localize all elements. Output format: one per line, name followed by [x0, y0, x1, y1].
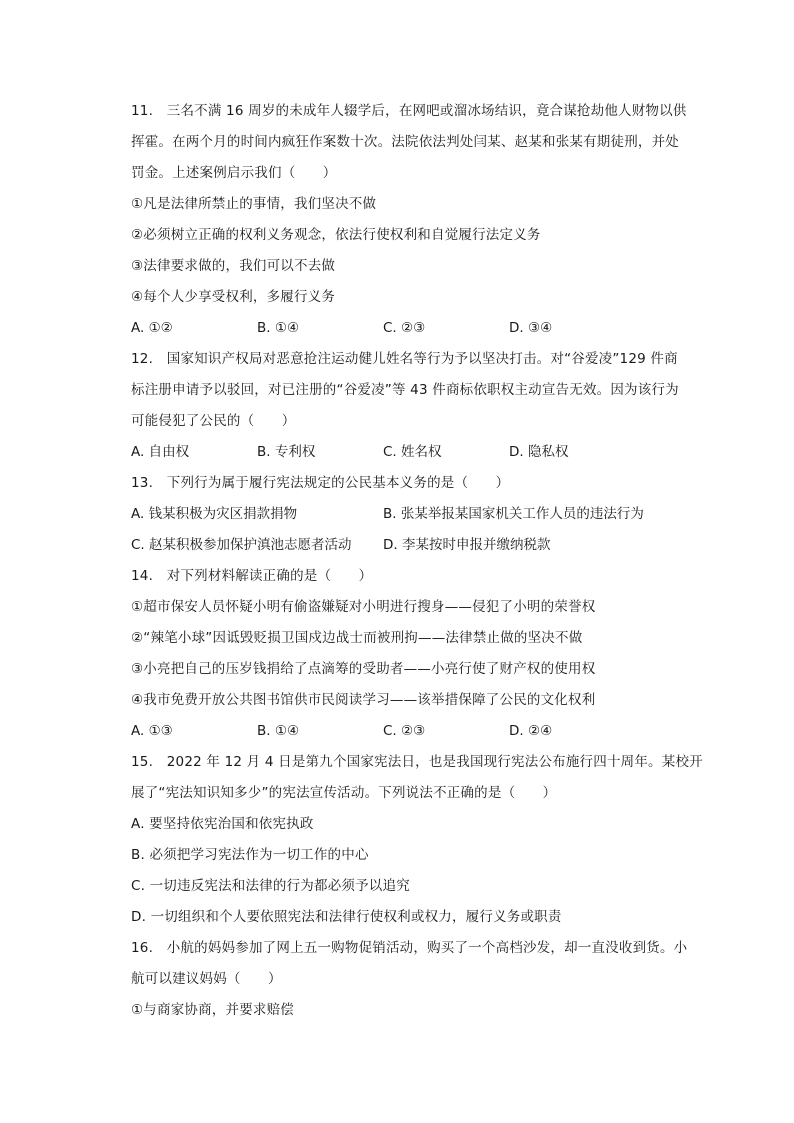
question-11-options [131, 313, 701, 344]
question-16-stem-line-2: 航可以建议妈妈（ ） [131, 971, 282, 987]
question-13-options-row-2 [131, 530, 701, 561]
question-16 [131, 933, 701, 1026]
option-d: D. 隐私权 [509, 444, 569, 460]
option-a: A. 钱某积极为灾区捐款捐物 [131, 506, 298, 522]
question-13-options-row-1 [131, 499, 701, 530]
question-11-statement-1: ①凡是法律所禁止的事情，我们坚决不做 [131, 196, 377, 212]
question-11-stem-line-2: 挥霍。在两个月的时间内疯狂作案数十次。法院依法判处闫某、赵某和张某有期徒刑，并处 [131, 134, 679, 150]
option-a: A. ①② [131, 320, 173, 336]
question-16-stem-line-1: 16. 小航的妈妈参加了网上五一购物促销活动，购买了一个高档沙发，却一直没收到货。小 [131, 940, 688, 956]
question-11 [131, 96, 701, 344]
option-c: C. 姓名权 [383, 444, 442, 460]
option-c: C. 赵某积极参加保护滇池志愿者活动 [131, 537, 352, 553]
option-d: D. ②④ [509, 723, 553, 739]
question-14-statement-2: ②“辣笔小球”因诋毁贬损卫国戍边战士而被刑拘——法律禁止做的坚决不做 [131, 630, 583, 646]
question-11-statement-4: ④每个人少享受权利，多履行义务 [131, 289, 336, 305]
question-14-statement-4: ④我市免费开放公共图书馆供市民阅读学习——该举措保障了公民的文化权利 [131, 692, 596, 708]
exam-page [131, 96, 701, 1026]
question-12 [131, 344, 701, 468]
option-b: B. 张某举报某国家机关工作人员的违法行为 [383, 506, 644, 522]
question-14-statement-3: ③小亮把自己的压岁钱捐给了点滴筹的受助者——小亮行使了财产权的使用权 [131, 661, 596, 677]
question-14-stem-line-1: 14. 对下列材料解读正确的是（ ） [131, 568, 373, 584]
option-b: B. ①④ [257, 320, 300, 336]
option-d: D. 李某按时申报并缴纳税款 [383, 537, 551, 553]
question-12-stem-line-2: 标注册申请予以驳回，对已注册的“谷爱凌”等 43 件商标依职权主动宣告无效。因为该行为 [131, 382, 679, 398]
question-11-statement-3: ③法律要求做的，我们可以不去做 [131, 258, 336, 274]
question-12-options [131, 437, 701, 468]
question-11-statement-2: ②必须树立正确的权利义务观念，依法行使权利和自觉履行法定义务 [131, 227, 541, 243]
option-a: A. 要坚持依宪治国和依宪执政 [131, 816, 314, 832]
question-13-stem-line-1: 13. 下列行为属于履行宪法规定的公民基本义务的是（ ） [131, 475, 510, 491]
option-b: B. 专利权 [257, 444, 316, 460]
question-11-stem-line-3: 罚金。上述案例启示我们（ ） [131, 165, 337, 181]
option-c: C. 一切违反宪法和法律的行为都必须予以追究 [131, 878, 410, 894]
option-a: A. 自由权 [131, 444, 190, 460]
option-d: D. 一切组织和个人要依照宪法和法律行使权利或权力，履行义务或职责 [131, 909, 562, 925]
question-14 [131, 561, 701, 747]
question-15-stem-line-2: 展了“宪法知识知多少”的宪法宣传活动。下列说法不正确的是（ ） [131, 785, 557, 801]
question-13 [131, 468, 701, 561]
question-12-stem-line-3: 可能侵犯了公民的（ ） [131, 413, 296, 429]
option-d: D. ③④ [509, 320, 553, 336]
option-a: A. ①③ [131, 723, 173, 739]
option-b: B. 必须把学习宪法作为一切工作的中心 [131, 847, 369, 863]
question-11-stem-line-1: 11. 三名不满 16 周岁的未成年人辍学后，在网吧或溜冰场结识，竟合谋抢劫他人财物以供 [131, 103, 687, 119]
option-c: C. ②③ [383, 723, 426, 739]
option-b: B. ①④ [257, 723, 300, 739]
question-14-options [131, 716, 701, 747]
question-12-stem-line-1: 12. 国家知识产权局对恶意抢注运动健儿姓名等行为予以坚决打击。对“谷爱凌”129 件商 [131, 351, 678, 367]
question-14-statement-1: ①超市保安人员怀疑小明有偷盗嫌疑对小明进行搜身——侵犯了小明的荣誉权 [131, 599, 596, 615]
question-15 [131, 747, 701, 933]
option-c: C. ②③ [383, 320, 426, 336]
question-15-stem-line-1: 15. 2022 年 12 月 4 日是第九个国家宪法日，也是我国现行宪法公布施行四十周年。某校开 [131, 754, 703, 770]
question-16-statement-1: ①与商家协商，并要求赔偿 [131, 1002, 295, 1018]
